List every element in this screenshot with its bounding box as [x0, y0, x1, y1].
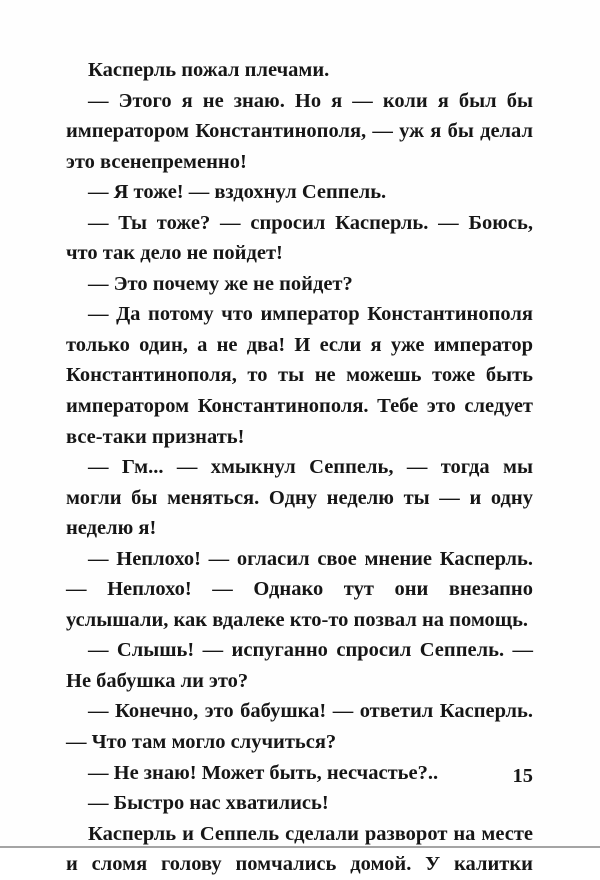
paragraph: — Не знаю! Может быть, несчастье?.. — [88, 761, 439, 784]
paragraph: — Быстро нас хватились! — [88, 792, 329, 815]
paragraph: — Гм... — хмыкнул Сеппель, — тогда мы могли бы меняться. Одну неделю ты — и одну неделю я! — [66, 456, 533, 540]
paragraph-continued: Касперль и Сеппель сделали разворот на месте и сломя голову помчались домой. У калитки — [66, 822, 533, 876]
paragraph: — Конечно, это бабушка! — ответил Касперль. — Что там могло случиться? — [66, 700, 533, 754]
body-text — [66, 55, 533, 880]
paragraph: — Слышь! — испуганно спросил Сеппель. — Не бабушка ли это? — [66, 639, 533, 692]
paragraph: — Я тоже! — вздохнул Сеппель. — [88, 181, 387, 204]
paragraph: — Ты тоже? — спросил Касперль. — Боюсь, что так дело не пойдет! — [66, 211, 533, 265]
paragraph: — Этого я не знаю. Но я — коли я был бы императором Константинополя, — уж я бы делал это всенепременно! — [66, 89, 533, 173]
paragraph: Касперль пожал плечами. — [88, 59, 330, 81]
page-number: 15 — [512, 765, 533, 787]
paragraph: — Неплохо! — огласил свое мнение Касперль. — Неплохо! — Однако тут они внезапно услышали, как вдалеке кто-то позвал на помощь. — [66, 547, 533, 631]
paragraph: — Да потому что император Константинополя только один, а не два! И если я уже император Константинополя, то ты не можешь тоже быть императором Константинополя. Тебе это следует все-таки признать! — [66, 303, 533, 448]
paragraph: — Это почему же не пойдет? — [88, 272, 353, 295]
